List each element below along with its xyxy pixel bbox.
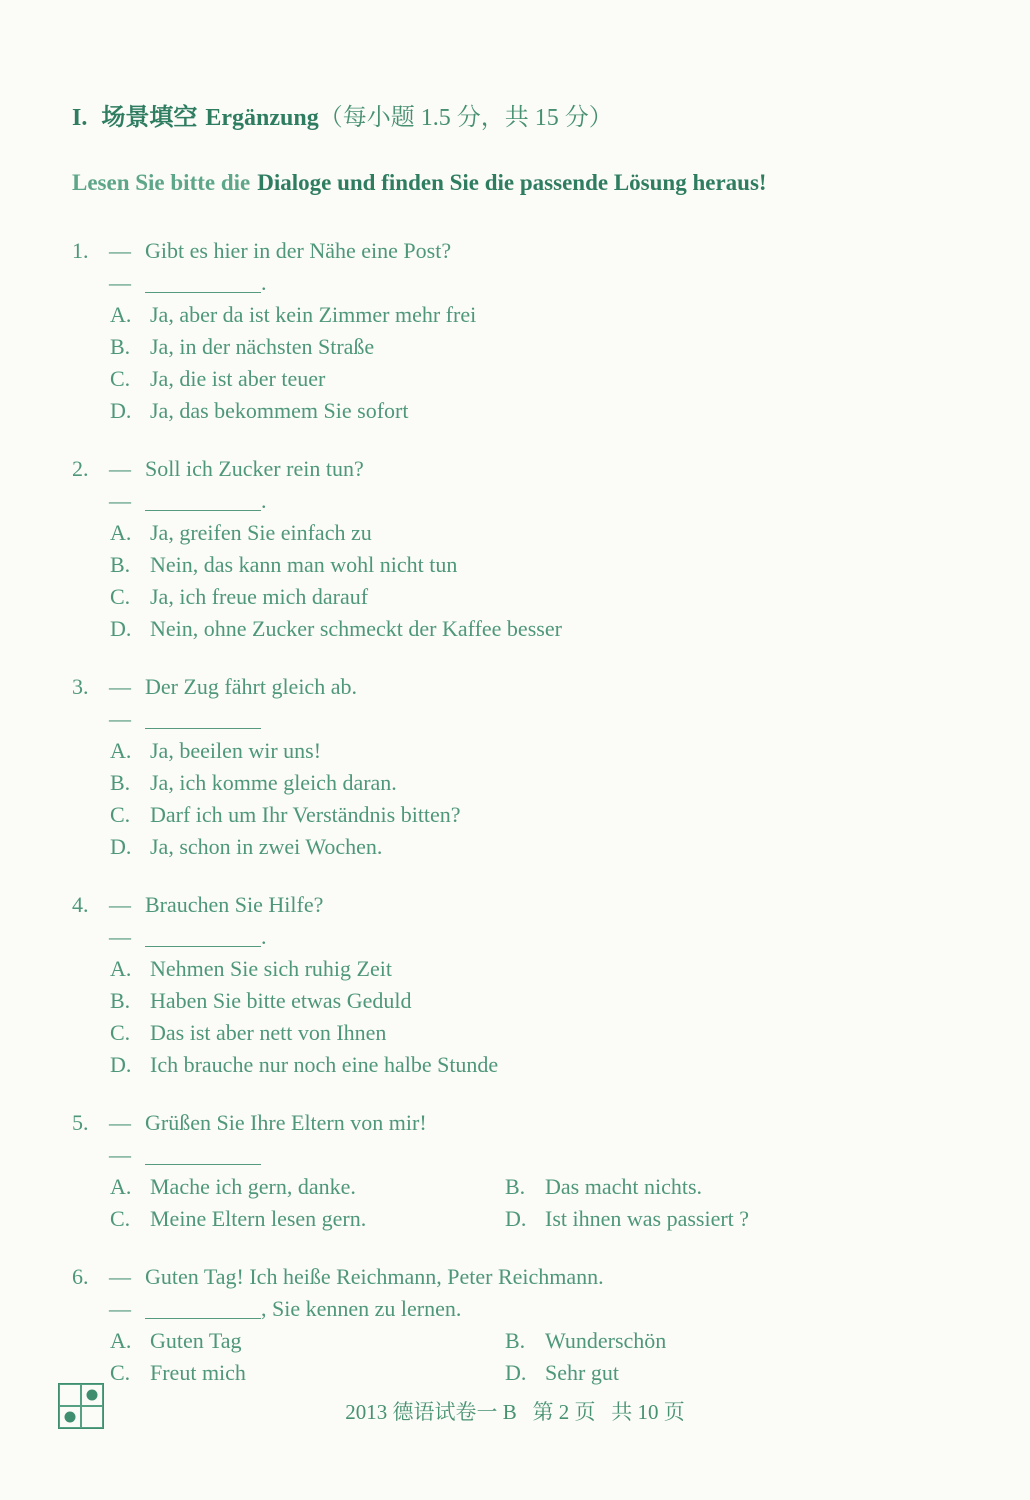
question-prompt: Der Zug fährt gleich ab. xyxy=(145,674,357,699)
option-d xyxy=(505,1357,975,1389)
option-a xyxy=(110,1325,505,1357)
option-letter: A. xyxy=(110,520,132,545)
option-text: Nein, ohne Zucker schmeckt der Kaffee besser xyxy=(150,616,562,641)
answer-blank xyxy=(145,490,261,511)
option-letter: A. xyxy=(110,302,132,327)
option-text: Ja, schon in zwei Wochen. xyxy=(150,834,383,859)
option-b xyxy=(110,331,975,363)
answer-blank-line xyxy=(72,921,975,953)
section-title-chinese: 场景填空 xyxy=(101,105,198,131)
instruction-intro: Lesen Sie bitte die xyxy=(72,170,251,195)
option-letter: C. xyxy=(110,802,131,827)
dialog-dash: — xyxy=(109,1110,130,1135)
question-number: 4. xyxy=(72,892,89,917)
option-letter: C. xyxy=(110,584,131,609)
option-text: Nehmen Sie sich ruhig Zeit xyxy=(150,956,392,981)
option-text: Ja, in der nächsten Straße xyxy=(150,334,375,359)
option-a xyxy=(110,299,975,331)
blank-suffix: . xyxy=(261,924,267,949)
question-prompt-line xyxy=(72,1261,975,1293)
option-text: Ja, das bekommem Sie sofort xyxy=(150,398,409,423)
section-number: I. xyxy=(72,105,88,131)
option-a xyxy=(110,1171,505,1203)
blank-suffix: . xyxy=(261,488,267,513)
answer-blank-line xyxy=(72,1293,975,1325)
option-text: Ja, ich freue mich darauf xyxy=(150,584,369,609)
option-d xyxy=(110,1049,975,1081)
option-letter: D. xyxy=(110,398,132,423)
answer-blank xyxy=(145,272,261,293)
option-letter: B. xyxy=(110,770,131,795)
answer-blank xyxy=(145,708,261,729)
options-list xyxy=(72,735,975,863)
dialog-dash: — xyxy=(109,892,130,917)
question-prompt-line xyxy=(72,453,975,485)
question-6 xyxy=(72,1261,975,1389)
option-letter: A. xyxy=(110,738,132,763)
option-b xyxy=(110,549,975,581)
options-list xyxy=(72,1171,975,1235)
option-text: Haben Sie bitte etwas Geduld xyxy=(150,988,412,1013)
option-c xyxy=(110,581,975,613)
option-text: Meine Eltern lesen gern. xyxy=(150,1206,367,1231)
dialog-dash: — xyxy=(109,456,130,481)
dialog-dash: — xyxy=(109,1142,130,1167)
option-letter: B. xyxy=(110,988,131,1013)
option-text: Sehr gut xyxy=(545,1360,619,1385)
question-prompt: Guten Tag! Ich heiße Reichmann, Peter Reichmann. xyxy=(145,1264,604,1289)
option-a xyxy=(110,517,975,549)
answer-blank xyxy=(145,1298,261,1319)
instruction-main: Dialoge und finden Sie die passende Lösung heraus! xyxy=(257,170,767,195)
option-a xyxy=(110,953,975,985)
answer-blank-line xyxy=(72,1139,975,1171)
answer-blank-line xyxy=(72,703,975,735)
option-text: Wunderschön xyxy=(545,1328,667,1353)
option-d xyxy=(110,613,975,645)
option-b xyxy=(110,767,975,799)
option-c xyxy=(110,1203,505,1235)
page-footer: 2013 德语试卷一 B 第 2 页 共 10 页 xyxy=(345,1400,685,1424)
answer-blank xyxy=(145,926,261,947)
option-letter: A. xyxy=(110,1174,132,1199)
dialog-dash: — xyxy=(109,238,130,263)
dialog-dash: — xyxy=(109,488,130,513)
blank-suffix: . xyxy=(261,270,267,295)
option-letter: C. xyxy=(110,366,131,391)
options-list xyxy=(72,953,975,1081)
option-text: Ist ihnen was passiert ? xyxy=(545,1206,750,1231)
options-list xyxy=(72,517,975,645)
option-c xyxy=(110,363,975,395)
option-letter: C. xyxy=(110,1206,131,1231)
answer-blank-line xyxy=(72,485,975,517)
option-d xyxy=(505,1203,975,1235)
question-prompt: Gibt es hier in der Nähe eine Post? xyxy=(145,238,452,263)
option-c xyxy=(110,1017,975,1049)
option-b xyxy=(505,1325,975,1357)
option-text: Ja, ich komme gleich daran. xyxy=(150,770,397,795)
option-letter: D. xyxy=(110,834,132,859)
option-text: Ich brauche nur noch eine halbe Stunde xyxy=(150,1052,499,1077)
option-text: Ja, greifen Sie einfach zu xyxy=(150,520,372,545)
option-a xyxy=(110,735,975,767)
dialog-dash: — xyxy=(109,674,130,699)
question-prompt: Grüßen Sie Ihre Eltern von mir! xyxy=(145,1110,427,1135)
option-text: Ja, die ist aber teuer xyxy=(150,366,326,391)
question-prompt: Soll ich Zucker rein tun? xyxy=(145,456,364,481)
option-letter: B. xyxy=(505,1174,526,1199)
dialog-dash: — xyxy=(109,924,130,949)
option-letter: D. xyxy=(505,1206,527,1231)
section-title-german: Ergänzung xyxy=(205,105,319,131)
option-text: Mache ich gern, danke. xyxy=(150,1174,356,1199)
instruction-line xyxy=(72,167,975,199)
option-letter: D. xyxy=(505,1360,527,1385)
question-4 xyxy=(72,889,975,1081)
answer-blank-line xyxy=(72,267,975,299)
question-prompt: Brauchen Sie Hilfe? xyxy=(145,892,324,917)
options-list xyxy=(72,1325,975,1389)
option-d xyxy=(110,831,975,863)
option-text: Darf ich um Ihr Verständnis bitten? xyxy=(150,802,461,827)
option-letter: A. xyxy=(110,956,132,981)
option-text: Freut mich xyxy=(150,1360,246,1385)
option-b xyxy=(505,1171,975,1203)
option-d xyxy=(110,395,975,427)
option-text: Ja, aber da ist kein Zimmer mehr frei xyxy=(150,302,477,327)
option-c xyxy=(110,799,975,831)
dialog-dash: — xyxy=(109,1296,130,1321)
dialog-dash: — xyxy=(109,270,130,295)
question-2 xyxy=(72,453,975,645)
question-prompt-line xyxy=(72,1107,975,1139)
question-number: 6. xyxy=(72,1264,89,1289)
question-number: 2. xyxy=(72,456,89,481)
question-prompt-line xyxy=(72,889,975,921)
section-title xyxy=(72,102,975,134)
options-list xyxy=(72,299,975,427)
section-points: （每小题 1.5 分，共 15 分） xyxy=(318,105,613,131)
question-prompt-line xyxy=(72,235,975,267)
question-5 xyxy=(72,1107,975,1235)
option-text: Ja, beeilen wir uns! xyxy=(150,738,322,763)
option-letter: C. xyxy=(110,1360,131,1385)
option-letter: B. xyxy=(110,334,131,359)
question-prompt-line xyxy=(72,671,975,703)
option-letter: B. xyxy=(505,1328,526,1353)
option-letter: D. xyxy=(110,1052,132,1077)
dialog-dash: — xyxy=(109,706,130,731)
question-number: 1. xyxy=(72,238,89,263)
option-letter: A. xyxy=(110,1328,132,1353)
option-text: Guten Tag xyxy=(150,1328,242,1353)
dialog-dash: — xyxy=(109,1264,130,1289)
option-text: Das macht nichts. xyxy=(545,1174,703,1199)
option-b xyxy=(110,985,975,1017)
answer-blank xyxy=(145,1144,261,1165)
option-letter: C. xyxy=(110,1020,131,1045)
option-text: Nein, das kann man wohl nicht tun xyxy=(150,552,458,577)
question-1 xyxy=(72,235,975,427)
question-number: 3. xyxy=(72,674,89,699)
option-c xyxy=(110,1357,505,1389)
option-letter: B. xyxy=(110,552,131,577)
blank-suffix: , Sie kennen zu lernen. xyxy=(261,1296,462,1321)
option-letter: D. xyxy=(110,616,132,641)
option-text: Das ist aber nett von Ihnen xyxy=(150,1020,387,1045)
question-number: 5. xyxy=(72,1110,89,1135)
question-3 xyxy=(72,671,975,863)
